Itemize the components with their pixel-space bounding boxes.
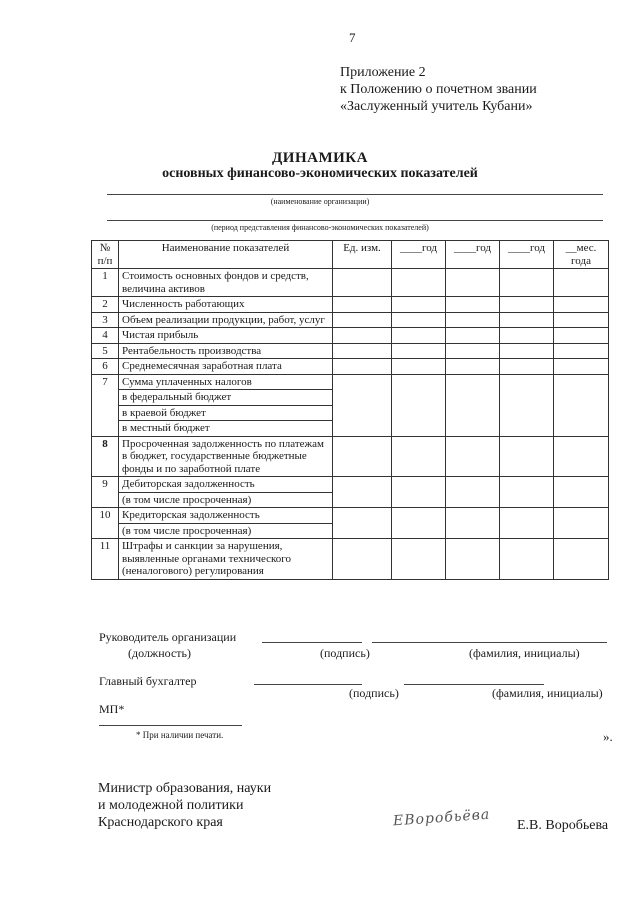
row-num: 8	[92, 436, 119, 477]
row-name: Просроченная задолженность по платежам в бюджет, государственные бюджетные фонды и по заработной плате	[119, 436, 333, 477]
header-name: Наименование показателей	[119, 241, 333, 269]
position-caption: (должность)	[128, 646, 191, 660]
table-row	[92, 312, 609, 328]
page-number: 7	[349, 30, 356, 45]
accountant-signature-line	[254, 684, 362, 685]
stamp-label: МП*	[99, 702, 125, 716]
footnote: * При наличии печати.	[136, 730, 224, 740]
header-unit: Ед. изм.	[333, 241, 392, 269]
row-num: 1	[92, 269, 119, 297]
table-row	[92, 343, 609, 359]
head-signature-line	[262, 642, 362, 643]
row-name: Кредиторская задолженность	[119, 508, 333, 524]
name-caption: (фамилия, инициалы)	[469, 646, 580, 660]
minister-name: Е.В. Воробьева	[517, 818, 609, 833]
row-name: Среднемесячная заработная плата	[119, 359, 333, 375]
signature-caption: (подпись)	[320, 646, 370, 660]
row-num: 9	[92, 477, 119, 508]
subrow-name: в федеральный бюджет	[119, 390, 333, 406]
minister-line-3: Краснодарского края	[98, 815, 223, 830]
row-name: Стоимость основных фондов и средств, величина активов	[119, 269, 333, 297]
organization-fill-line	[107, 194, 603, 195]
subrow-name: в краевой бюджет	[119, 405, 333, 421]
table-row	[92, 328, 609, 344]
chief-accountant-label: Главный бухгалтер	[99, 674, 197, 688]
subrow-name: в местный бюджет	[119, 421, 333, 437]
table-row	[92, 436, 609, 477]
period-caption: (период представления финансово-экономических показателей)	[211, 223, 429, 232]
row-num: 2	[92, 297, 119, 313]
document-title: ДИНАМИКА	[271, 150, 369, 166]
row-name: Рентабельность производства	[119, 343, 333, 359]
row-num: 7	[92, 374, 119, 436]
row-num: 6	[92, 359, 119, 375]
row-num: 11	[92, 539, 119, 580]
minister-block	[98, 780, 271, 831]
row-num: 10	[92, 508, 119, 539]
row-num: 5	[92, 343, 119, 359]
row-num: 3	[92, 312, 119, 328]
table-row	[92, 508, 609, 524]
annex-line-1: Приложение 2	[340, 65, 426, 80]
minister-line-1: Министр образования, науки	[98, 781, 272, 796]
document-subtitle: основных финансово-экономических показателей	[162, 166, 478, 181]
annex-line-3: «Заслуженный учитель Кубани»	[340, 99, 533, 114]
table-header-row	[92, 241, 609, 269]
signature-caption-2: (подпись)	[349, 686, 399, 700]
row-name: Дебиторская задолженность	[119, 477, 333, 493]
row-name: Штрафы и санкции за нарушения, выявленные органами технического (неналогового) регулирования	[119, 539, 333, 580]
table-row	[92, 539, 609, 580]
subrow-name: (в том числе просроченная)	[119, 523, 333, 539]
handwritten-signature: ЕВоробьёва	[392, 806, 491, 830]
header-year-1: ____год	[392, 241, 446, 269]
footnote-separator	[99, 725, 242, 726]
row-name: Объем реализации продукции, работ, услуг	[119, 312, 333, 328]
name-caption-2: (фамилия, инициалы)	[492, 686, 603, 700]
table-row	[92, 359, 609, 375]
annex-line-2: к Положению о почетном звании	[340, 82, 537, 97]
row-num: 4	[92, 328, 119, 344]
header-year-3: ____год	[500, 241, 554, 269]
indicators-table	[91, 240, 609, 580]
head-name-line	[372, 642, 607, 643]
row-name: Чистая прибыль	[119, 328, 333, 344]
organization-caption: (наименование организации)	[270, 197, 370, 206]
row-name: Сумма уплаченных налогов	[119, 374, 333, 390]
accountant-name-line	[404, 684, 544, 685]
header-num: № п/п	[92, 241, 119, 269]
header-months: __мес. года	[554, 241, 609, 269]
head-of-organization-label: Руководитель организации	[99, 630, 237, 644]
table-row	[92, 269, 609, 297]
annex-block	[340, 64, 537, 115]
header-year-2: ____год	[446, 241, 500, 269]
minister-line-2: и молодежной политики	[98, 798, 244, 813]
table-row	[92, 297, 609, 313]
period-fill-line	[107, 220, 603, 221]
table-row	[92, 374, 609, 390]
row-name: Численность работающих	[119, 297, 333, 313]
table-row	[92, 477, 609, 493]
subrow-name: (в том числе просроченная)	[119, 492, 333, 508]
closing-quote-mark: ».	[603, 729, 613, 744]
